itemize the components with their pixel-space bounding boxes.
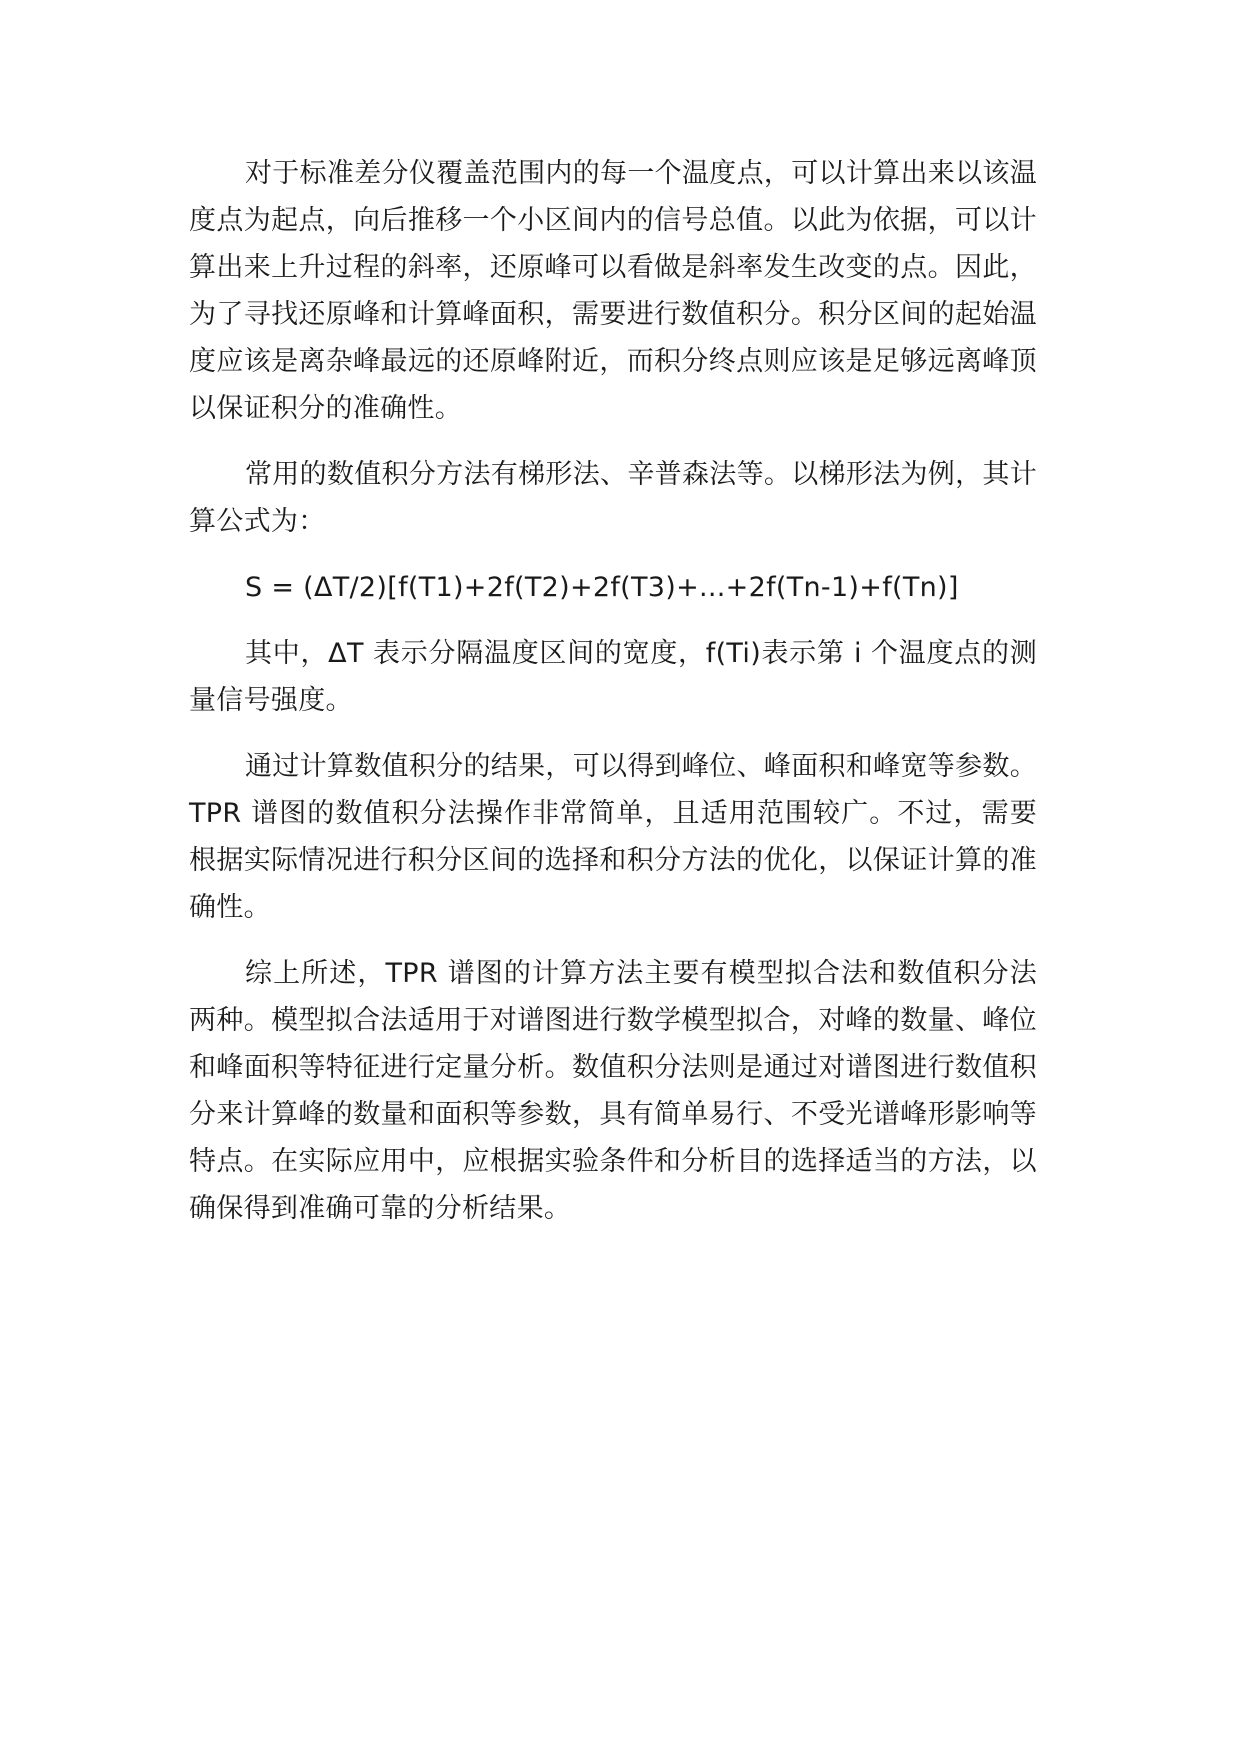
paragraph-integration-intro: 对于标准差分仪覆盖范围内的每一个温度点，可以计算出来以该温度点为起点，向后推移一个小区间内的信号总值。以此为依据，可以计算出来上升过程的斜率，还原峰可以看做是斜率发生改变的点。因此，为了寻找还原峰和计算峰面积，需要进行数值积分。积分区间的起始温度应该是离杂峰最远的还原峰附近，而积分终点则应该是足够远离峰顶以保证积分的准确性。 [189,158,1037,424]
paragraph-summary: 综上所述，TPR 谱图的计算方法主要有模型拟合法和数值积分法两种。模型拟合法适用于对谱图进行数学模型拟合，对峰的数量、峰位和峰面积等特征进行定量分析。数值积分法则是通过对谱图进行数值积分来计算峰的数量和面积等参数，具有简单易行、不受光谱峰形影响等特点。在实际应用中，应根据实验条件和分析目的选择适当的方法，以确保得到准确可靠的分析结果。 [189,958,1037,1224]
paragraph-integration-results: 通过计算数值积分的结果，可以得到峰位、峰面积和峰宽等参数。TPR 谱图的数值积分法操作非常简单，且适用范围较广。不过，需要根据实际情况进行积分区间的选择和积分方法的优化，以保证计算的准确性。 [189,751,1037,923]
paragraph-formula-explanation: 其中，ΔT 表示分隔温度区间的宽度，f(Ti)表示第 i 个温度点的测量信号强度。 [189,638,1037,716]
document-page [189,150,1037,1251]
paragraph-methods: 常用的数值积分方法有梯形法、辛普森法等。以梯形法为例，其计算公式为： [189,459,1037,537]
trapezoid-formula: S = (ΔT/2)[f(T1)+2f(T2)+2f(T3)+...+2f(Tn-1)+f(Tn)] [245,572,959,603]
